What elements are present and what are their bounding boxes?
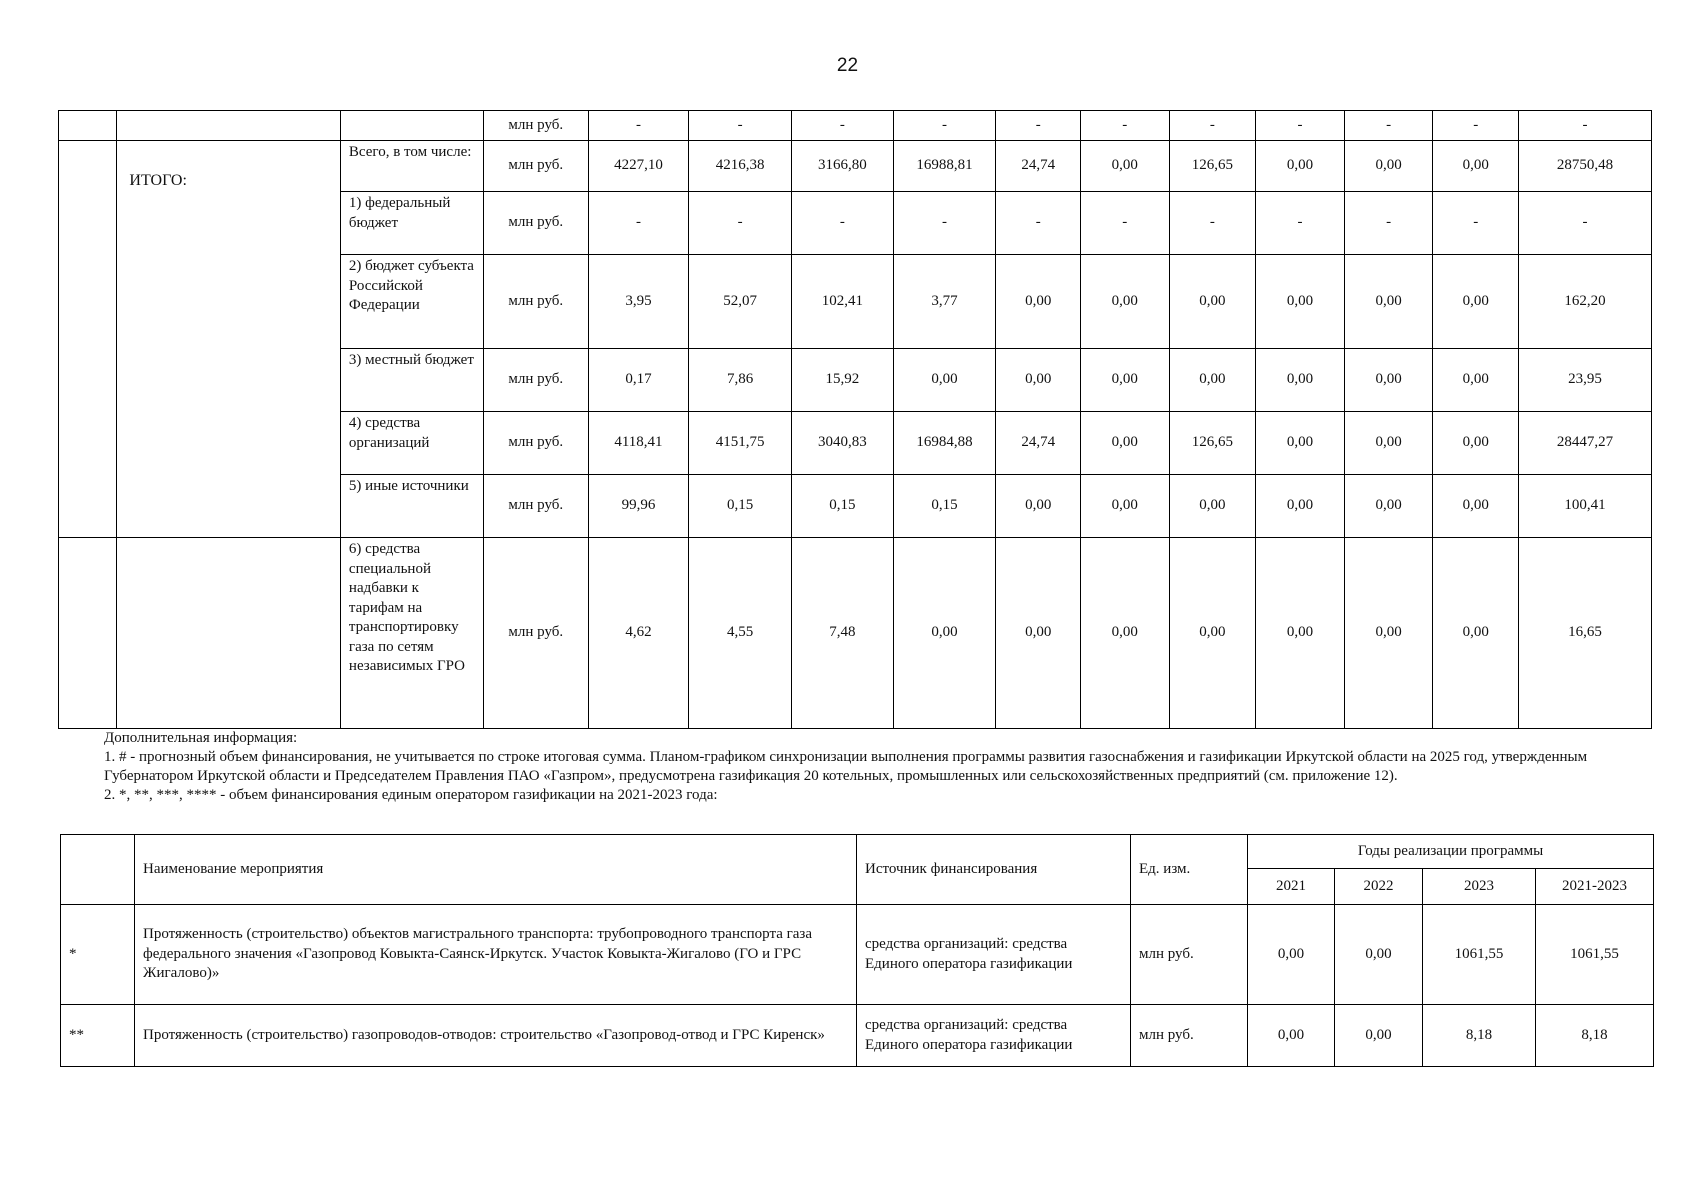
blank-cell <box>117 111 341 141</box>
value-cell: 4151,75 <box>689 412 792 475</box>
value-cell: 4,55 <box>689 538 792 729</box>
funding-table <box>58 110 1652 729</box>
value-cell: 0,17 <box>588 349 689 412</box>
value-cell: 0,00 <box>1344 255 1433 349</box>
funding-source: средства организаций: средства Единого оператора газификации <box>857 905 1131 1005</box>
value-cell: 162,20 <box>1518 255 1651 349</box>
value-cell: 102,41 <box>792 255 894 349</box>
value-cell: - <box>1344 111 1433 141</box>
value-cell: - <box>1169 192 1256 255</box>
value-cell: 0,00 <box>1080 349 1169 412</box>
value-cell: 0,00 <box>1169 538 1256 729</box>
value-cell: 99,96 <box>588 475 689 538</box>
value-cell: 16,65 <box>1518 538 1651 729</box>
value-cell: 7,86 <box>689 349 792 412</box>
unit: млн руб. <box>1131 1005 1248 1067</box>
value-cell: 0,00 <box>1433 349 1519 412</box>
operator-table <box>60 834 1654 1067</box>
value-cell: 1061,55 <box>1423 905 1536 1005</box>
value-cell: 0,00 <box>996 349 1081 412</box>
value-cell: 0,00 <box>893 349 996 412</box>
value-cell: 126,65 <box>1169 141 1256 192</box>
notes-heading: Дополнительная информация: <box>104 730 298 746</box>
value-cell: 0,15 <box>893 475 996 538</box>
unit: млн руб. <box>483 349 588 412</box>
value-cell: 0,00 <box>1248 1005 1335 1067</box>
value-cell: 0,00 <box>1248 905 1335 1005</box>
value-cell: 0,00 <box>1256 538 1345 729</box>
value-cell: - <box>792 192 894 255</box>
value-cell: 0,15 <box>792 475 894 538</box>
value-cell: 7,48 <box>792 538 894 729</box>
value-cell: - <box>689 111 792 141</box>
value-cell: - <box>689 192 792 255</box>
value-cell: 0,00 <box>1256 349 1345 412</box>
header-source: Источник финансирования <box>857 835 1131 905</box>
event-name: Протяженность (строительство) объектов магистрального транспорта: трубопроводного транспорта газа федерального значения «Газопровод Ковыкта-Саянск-Иркутск. Участок Ковыкта-Жигалово (ГО и ГРС Жигалово)» <box>135 905 857 1005</box>
funding-source: 6) средства специальной надбавки к тарифам на транспортировку газа по сетям независимых ГРО <box>340 538 483 729</box>
header-year: 2023 <box>1423 869 1536 905</box>
funding-source: средства организаций: средства Единого оператора газификации <box>857 1005 1131 1067</box>
value-cell: 100,41 <box>1518 475 1651 538</box>
header-year: 2021-2023 <box>1536 869 1654 905</box>
value-cell: 3166,80 <box>792 141 894 192</box>
row-mark: * <box>61 905 135 1005</box>
value-cell: - <box>893 111 996 141</box>
value-cell: - <box>1080 192 1169 255</box>
event-name: Протяженность (строительство) газопроводов-отводов: строительство «Газопровод-отвод и ГРС Киренск» <box>135 1005 857 1067</box>
header-name: Наименование мероприятия <box>135 835 857 905</box>
blank-cell <box>59 538 117 729</box>
value-cell: 0,00 <box>1080 141 1169 192</box>
value-cell: - <box>1344 192 1433 255</box>
value-cell: - <box>1433 192 1519 255</box>
value-cell: 0,00 <box>1256 255 1345 349</box>
value-cell: 1061,55 <box>1536 905 1654 1005</box>
value-cell: 24,74 <box>996 141 1081 192</box>
funding-source: 1) федеральный бюджет <box>340 192 483 255</box>
value-cell: - <box>1518 111 1651 141</box>
page-number: 22 <box>836 55 859 76</box>
funding-source <box>340 111 483 141</box>
value-cell: 4227,10 <box>588 141 689 192</box>
value-cell: 0,00 <box>1080 538 1169 729</box>
value-cell: 16988,81 <box>893 141 996 192</box>
value-cell: 4,62 <box>588 538 689 729</box>
value-cell: - <box>1080 111 1169 141</box>
value-cell: 4118,41 <box>588 412 689 475</box>
value-cell: 0,00 <box>1344 475 1433 538</box>
value-cell: 0,00 <box>996 255 1081 349</box>
value-cell: 0,00 <box>1335 1005 1423 1067</box>
table-row <box>61 905 1654 1005</box>
value-cell: 0,00 <box>1169 349 1256 412</box>
unit: млн руб. <box>483 475 588 538</box>
value-cell: 0,00 <box>996 538 1081 729</box>
value-cell: 0,00 <box>1256 412 1345 475</box>
unit: млн руб. <box>483 111 588 141</box>
value-cell: 0,00 <box>1433 475 1519 538</box>
value-cell: - <box>588 111 689 141</box>
value-cell: - <box>588 192 689 255</box>
value-cell: 28447,27 <box>1518 412 1651 475</box>
table-row <box>61 1005 1654 1067</box>
unit: млн руб. <box>1131 905 1248 1005</box>
value-cell: 0,00 <box>1169 255 1256 349</box>
header-year: 2022 <box>1335 869 1423 905</box>
table-row <box>59 111 1652 141</box>
header-unit: Ед. изм. <box>1131 835 1248 905</box>
unit: млн руб. <box>483 412 588 475</box>
unit: млн руб. <box>483 192 588 255</box>
value-cell: - <box>1169 111 1256 141</box>
value-cell: 24,74 <box>996 412 1081 475</box>
value-cell: 16984,88 <box>893 412 996 475</box>
value-cell: 0,00 <box>1344 349 1433 412</box>
value-cell: 3,77 <box>893 255 996 349</box>
value-cell: 4216,38 <box>689 141 792 192</box>
value-cell: - <box>996 111 1081 141</box>
blank-cell <box>59 141 117 538</box>
header-year: 2021 <box>1248 869 1335 905</box>
value-cell: 0,00 <box>996 475 1081 538</box>
value-cell: 126,65 <box>1169 412 1256 475</box>
value-cell: 8,18 <box>1423 1005 1536 1067</box>
value-cell: 0,00 <box>1256 475 1345 538</box>
value-cell: 0,00 <box>1080 255 1169 349</box>
value-cell: 0,15 <box>689 475 792 538</box>
value-cell: 3040,83 <box>792 412 894 475</box>
unit: млн руб. <box>483 141 588 192</box>
value-cell: 8,18 <box>1536 1005 1654 1067</box>
total-label: ИТОГО: <box>117 141 341 538</box>
value-cell: - <box>1518 192 1651 255</box>
funding-source: 5) иные источники <box>340 475 483 538</box>
funding-source: 2) бюджет субъекта Российской Федерации <box>340 255 483 349</box>
funding-source: Всего, в том числе: <box>340 141 483 192</box>
value-cell: 23,95 <box>1518 349 1651 412</box>
value-cell: - <box>1256 111 1345 141</box>
row-mark: ** <box>61 1005 135 1067</box>
blank-cell <box>59 111 117 141</box>
value-cell: 0,00 <box>1344 141 1433 192</box>
value-cell: 15,92 <box>792 349 894 412</box>
value-cell: 28750,48 <box>1518 141 1651 192</box>
value-cell: - <box>1433 111 1519 141</box>
value-cell: 0,00 <box>1080 475 1169 538</box>
value-cell: 0,00 <box>893 538 996 729</box>
unit: млн руб. <box>483 538 588 729</box>
value-cell: - <box>996 192 1081 255</box>
note-item-1: 1. # - прогнозный объем финансирования, не учитывается по строке итоговая сумма. Планом-графиком синхронизации выполнения программы развития газоснабжения и газификации Иркутской области на 2025 год, утвержденным Губернатором Иркутской области и Председателем Правления ПАО «Газпром», предусмотрена газификация 20 котельных, промышленных или сельскохозяйственных предприятий (см. приложение 12). <box>104 749 1588 784</box>
value-cell: - <box>893 192 996 255</box>
value-cell: 0,00 <box>1344 538 1433 729</box>
value-cell: 0,00 <box>1433 141 1519 192</box>
value-cell: 52,07 <box>689 255 792 349</box>
value-cell: 0,00 <box>1169 475 1256 538</box>
value-cell: 0,00 <box>1433 412 1519 475</box>
additional-notes <box>104 729 1644 805</box>
header-mark-cell <box>61 835 135 905</box>
unit: млн руб. <box>483 255 588 349</box>
value-cell: 0,00 <box>1433 255 1519 349</box>
table-row <box>59 538 1652 729</box>
funding-source: 3) местный бюджет <box>340 349 483 412</box>
funding-source: 4) средства организаций <box>340 412 483 475</box>
value-cell: - <box>1256 192 1345 255</box>
value-cell: 0,00 <box>1433 538 1519 729</box>
value-cell: 0,00 <box>1080 412 1169 475</box>
value-cell: 0,00 <box>1256 141 1345 192</box>
value-cell: 0,00 <box>1344 412 1433 475</box>
value-cell: - <box>792 111 894 141</box>
note-item-2: 2. *, **, ***, **** - объем финансирования единым оператором газификации на 2021-2023 года: <box>104 787 718 803</box>
value-cell: 0,00 <box>1335 905 1423 1005</box>
blank-cell <box>117 538 341 729</box>
header-years-group: Годы реализации программы <box>1248 835 1654 869</box>
value-cell: 3,95 <box>588 255 689 349</box>
table-row <box>59 141 1652 192</box>
